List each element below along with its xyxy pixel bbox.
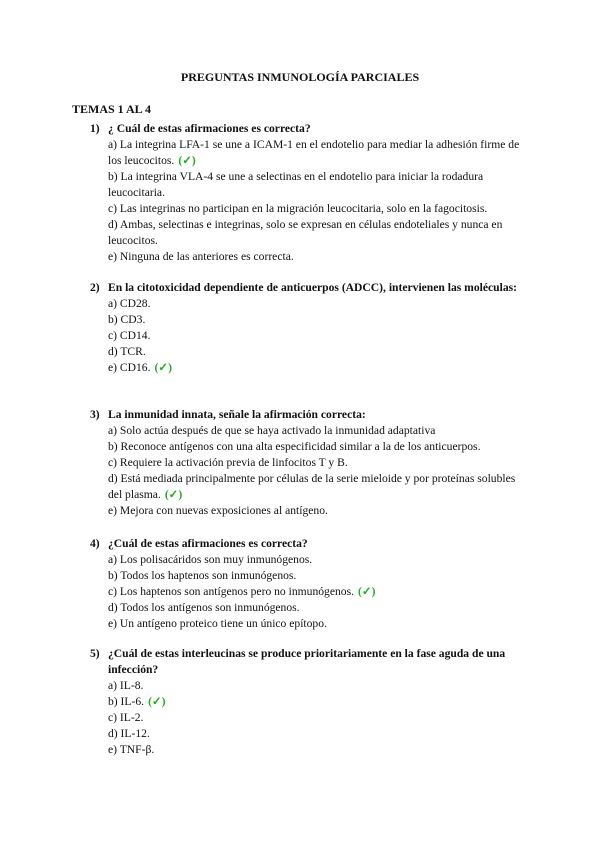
answer-option-text: b) CD3.: [108, 313, 146, 326]
section-heading: TEMAS 1 AL 4: [72, 102, 152, 116]
question-number: 2): [90, 281, 100, 294]
answer-option-text: c) CD14.: [108, 329, 151, 342]
question-number: 3): [90, 408, 100, 421]
options-list: [108, 552, 530, 632]
answer-option: [108, 568, 530, 584]
question-stem: En la citotoxicidad dependiente de anticuerpos (ADCC), intervienen las moléculas:: [108, 281, 517, 294]
correct-check-icon: (✓): [178, 154, 196, 167]
correct-check-icon: (✓): [164, 488, 183, 501]
answer-option: [108, 726, 530, 742]
question-1: [90, 121, 530, 265]
answer-option: [108, 616, 530, 632]
answer-option-text: a) Solo actúa después de que se haya activado la inmunidad adaptativa: [108, 424, 436, 437]
answer-option-text: e) TNF-β.: [108, 743, 155, 756]
answer-option: [108, 296, 530, 312]
answer-option: [108, 201, 530, 217]
question-number: 1): [90, 122, 100, 135]
answer-option: [108, 328, 530, 344]
answer-option-text: d) Todos los antígenos son inmunógenos.: [108, 601, 300, 614]
answer-option: [108, 694, 530, 710]
answer-option-text: d) Está mediada principalmente por células de la serie mieloide y por proteínas solubles del plasma.: [108, 472, 516, 501]
answer-option-text: b) Todos los haptenos son inmunógenos.: [108, 569, 297, 582]
answer-option: [108, 584, 530, 600]
answer-option: [108, 344, 530, 360]
question-stem: ¿Cuál de estas interleucinas se produce prioritariamente en la fase aguda de una infección?: [108, 647, 506, 676]
answer-option: [108, 455, 530, 471]
answer-option: [108, 471, 530, 503]
answer-option-text: c) Las integrinas no participan en la migración leucocitaria, solo en la fagocitosis.: [108, 202, 488, 215]
answer-option-text: a) Los polisacáridos son muy inmunógenos.: [108, 553, 313, 566]
options-list: [108, 423, 530, 519]
answer-option-text: c) Requiere la activación previa de linfocitos T y B.: [108, 456, 348, 469]
answer-option-text: e) Ninguna de las anteriores es correcta.: [108, 250, 294, 263]
answer-option: [108, 249, 530, 265]
answer-option: [108, 710, 530, 726]
question-number: 4): [90, 537, 100, 550]
question-4: [90, 536, 530, 632]
correct-check-icon: (✓): [154, 361, 172, 374]
answer-option-text: d) TCR.: [108, 345, 146, 358]
answer-option: [108, 503, 530, 519]
answer-option-text: b) La integrina VLA-4 se une a selectinas en el endotelio para iniciar la rodadura leucocitaria.: [108, 170, 484, 199]
correct-check-icon: (✓): [148, 695, 166, 708]
answer-option-text: c) IL-2.: [108, 711, 144, 724]
answer-option-text: e) Mejora con nuevas exposiciones al antígeno.: [108, 504, 328, 517]
answer-option: [108, 217, 530, 249]
options-list: [108, 296, 530, 376]
answer-option: [108, 169, 530, 201]
document-title: PREGUNTAS INMUNOLOGÍA PARCIALES: [180, 70, 420, 84]
correct-check-icon: (✓): [358, 585, 376, 598]
answer-option: [108, 678, 530, 694]
answer-option: [108, 600, 530, 616]
answer-option: [108, 742, 530, 758]
answer-option: [108, 439, 530, 455]
question-3: [90, 407, 530, 519]
question-2: [90, 280, 530, 376]
options-list: [108, 137, 530, 265]
answer-option-text: e) Un antígeno proteico tiene un único epítopo.: [108, 617, 327, 630]
answer-option: [108, 423, 530, 439]
question-5: [90, 646, 530, 758]
question-stem: ¿Cuál de estas afirmaciones es correcta?: [108, 537, 308, 550]
answer-option-text: a) CD28.: [108, 297, 151, 310]
answer-option-text: a) IL-8.: [108, 679, 144, 692]
answer-option-text: b) Reconoce antígenos con una alta especificidad similar a la de los anticuerpos.: [108, 440, 481, 453]
answer-option: [108, 552, 530, 568]
answer-option-text: d) Ambas, selectinas e integrinas, solo se expresan en células endoteliales y nunca en leucocitos.: [108, 218, 503, 247]
answer-option-text: b) IL-6.: [108, 695, 145, 708]
answer-option-text: c) Los haptenos son antígenos pero no inmunógenos.: [108, 585, 355, 598]
answer-option-text: d) IL-12.: [108, 727, 150, 740]
answer-option: [108, 312, 530, 328]
question-stem: La inmunidad innata, señale la afirmación correcta:: [108, 408, 366, 421]
answer-option: [108, 360, 530, 376]
options-list: [108, 678, 530, 758]
answer-option-text: e) CD16.: [108, 361, 151, 374]
answer-option-text: a) La integrina LFA-1 se une a ICAM-1 en el endotelio para mediar la adhesión firme de los leucocitos.: [108, 138, 520, 167]
question-number: 5): [90, 647, 100, 660]
question-stem: ¿ Cuál de estas afirmaciones es correcta?: [108, 122, 311, 135]
answer-option: [108, 137, 530, 169]
